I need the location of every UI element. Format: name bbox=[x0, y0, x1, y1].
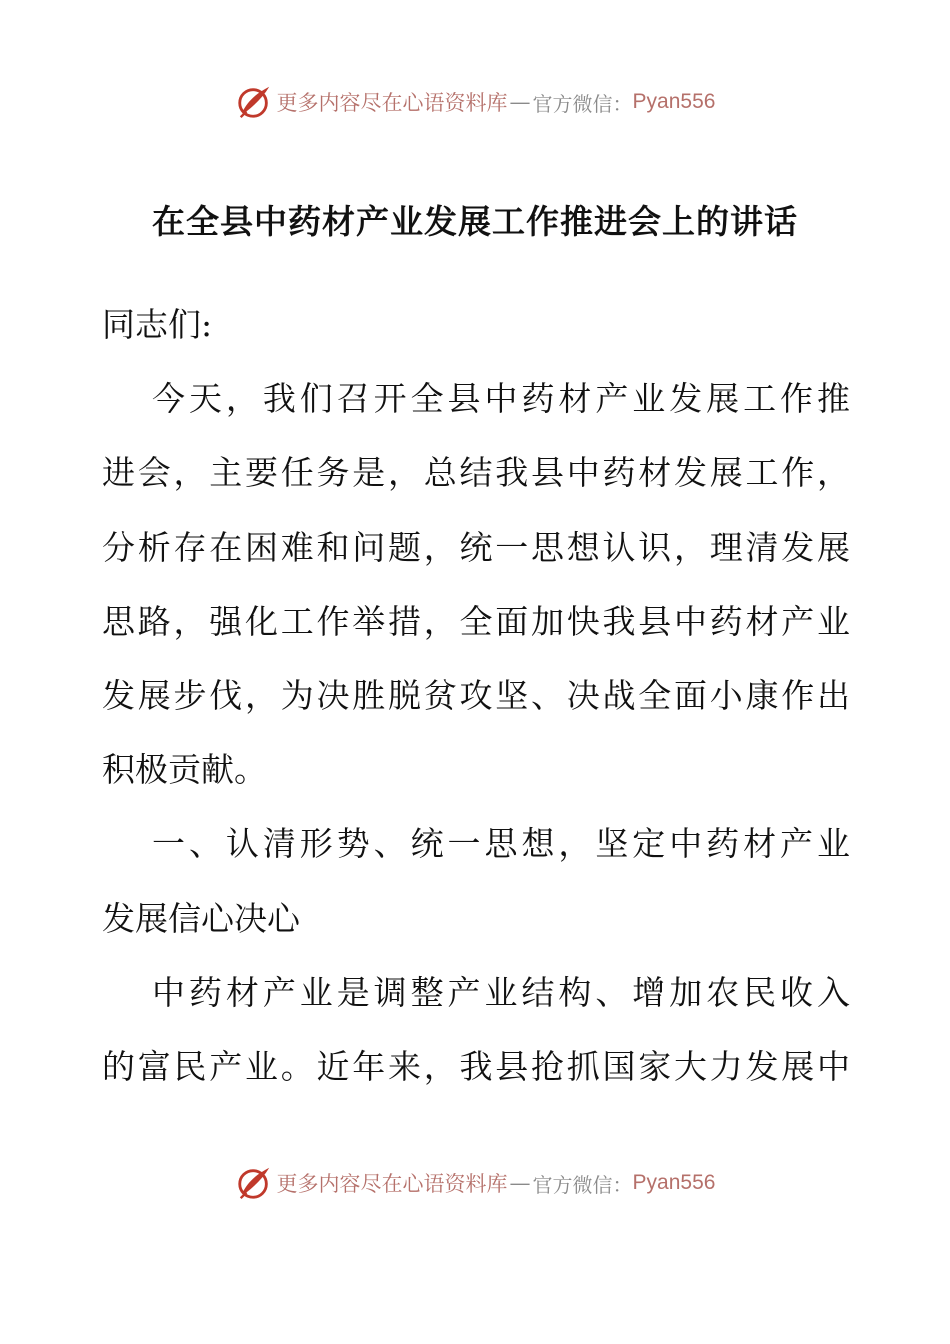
banner-wechat-label: 官方微信： bbox=[532, 91, 633, 116]
quill-swirl-logo-icon bbox=[235, 1164, 273, 1202]
banner-text: 更多内容尽在心语资料库 bbox=[276, 91, 508, 115]
paragraph-line: 的富民产业。近年来，我县抢抓国家大力发展中 bbox=[102, 1046, 850, 1086]
paragraph-line: 积极贡献。 bbox=[102, 750, 267, 790]
banner-wechat-label: 官方微信： bbox=[532, 1172, 633, 1197]
paragraph-line: 中药材产业是调整产业结构、增加农民收入 bbox=[152, 972, 850, 1012]
document-title: 在全县中药材产业发展工作推进会上的讲话 bbox=[152, 202, 798, 241]
section-heading-line: 发展信心决心 bbox=[102, 898, 300, 938]
section-heading-line: 一、认清形势、统一思想，坚定中药材产业 bbox=[152, 824, 850, 864]
document-body bbox=[102, 288, 850, 1104]
banner-wechat-id: Pyan556 bbox=[632, 1171, 716, 1194]
quill-swirl-logo-icon bbox=[235, 83, 273, 121]
banner-separator: — bbox=[509, 90, 531, 114]
banner-separator: — bbox=[509, 1171, 531, 1195]
paragraph-line: 今天，我们召开全县中药材产业发展工作推 bbox=[152, 379, 850, 419]
paragraph-line: 分析存在困难和问题，统一思想认识，理清发展 bbox=[102, 527, 850, 567]
paragraph-line: 进会，主要任务是，总结我县中药材发展工作， bbox=[102, 453, 850, 493]
paragraph-line: 思路，强化工作举措，全面加快我县中药材产业 bbox=[102, 601, 850, 641]
footer-banner bbox=[0, 1161, 950, 1205]
header-banner bbox=[0, 80, 950, 124]
banner-wechat-id: Pyan556 bbox=[632, 90, 716, 113]
paragraph-line: 发展步伐，为决胜脱贫攻坚、决战全面小康作出 bbox=[102, 675, 850, 715]
banner-text: 更多内容尽在心语资料库 bbox=[276, 1172, 508, 1196]
salutation: 同志们: bbox=[102, 305, 213, 344]
